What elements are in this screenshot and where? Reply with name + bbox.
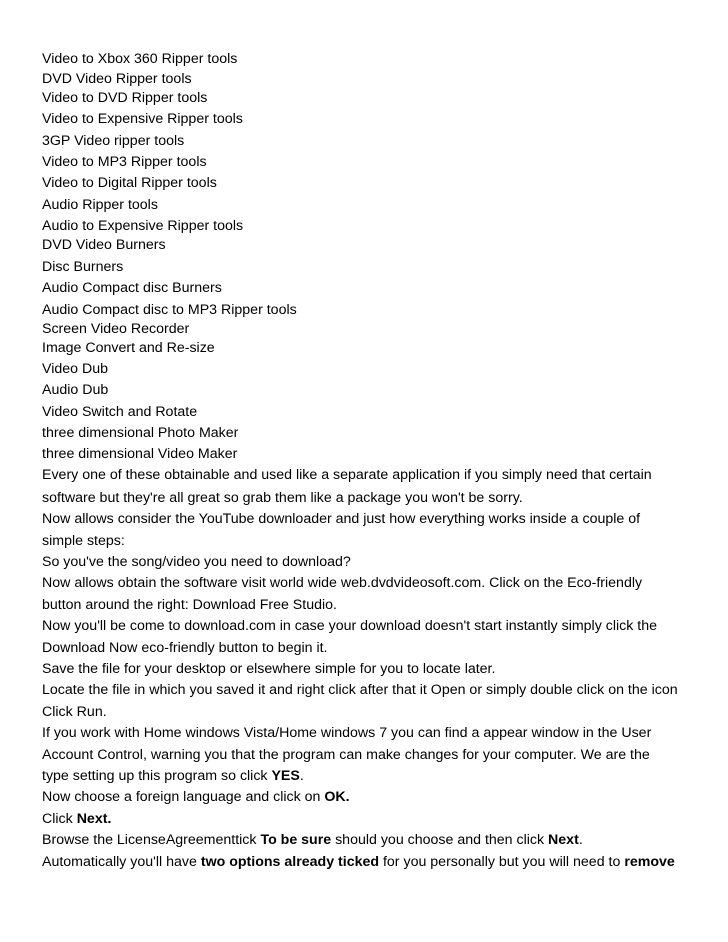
text-line: Audio to Expensive Ripper tools xyxy=(42,218,244,234)
text-line: Video Switch and Rotate xyxy=(42,404,198,420)
text-line: Account Control, warning you that the program can make changes for your computer. We are the xyxy=(42,747,650,763)
text-line: Audio Compact disc Burners xyxy=(42,280,222,296)
line-text: . xyxy=(299,768,304,784)
text-line: software but they're all great so grab them like a package you won't be sorry. xyxy=(42,490,523,506)
bold-text: OK. xyxy=(324,789,350,805)
text-line-yes xyxy=(42,768,722,785)
text-line: Download Now eco-friendly button to begin it. xyxy=(42,640,328,656)
text-line: Audio Dub xyxy=(42,382,109,398)
text-line: Video to Expensive Ripper tools xyxy=(42,111,243,127)
text-line: Video to MP3 Ripper tools xyxy=(42,154,207,170)
text-line: Click Run. xyxy=(42,704,107,720)
text-line: Now allows obtain the software visit world wide web.dvdvideosoft.com. Click on the Eco-friendly xyxy=(42,575,643,591)
text-line: Video to Xbox 360 Ripper tools xyxy=(42,51,238,67)
line-text: . xyxy=(578,832,583,848)
text-line: Screen Video Recorder xyxy=(42,321,190,337)
line-text: type setting up this program so click xyxy=(42,768,272,784)
line-text: Automatically you'll have xyxy=(42,854,201,870)
text-line-options xyxy=(42,854,722,871)
text-line: If you work with Home windows Vista/Home windows 7 you can find a appear window in the User xyxy=(42,725,652,741)
text-line: simple steps: xyxy=(42,533,125,549)
text-line: Image Convert and Re-size xyxy=(42,340,215,356)
text-line: three dimensional Photo Maker xyxy=(42,425,239,441)
line-text: Browse the LicenseAgreementtick xyxy=(42,832,261,848)
bold-text: Next. xyxy=(76,811,112,827)
text-line-ok xyxy=(42,789,722,806)
text-line: Audio Ripper tools xyxy=(42,197,158,213)
text-line: Video to DVD Ripper tools xyxy=(42,90,208,106)
text-line: So you've the song/video you need to download? xyxy=(42,554,351,570)
text-line: Video Dub xyxy=(42,361,108,377)
text-line: Locate the file in which you saved it and right click after that it Open or simply double click on the icon xyxy=(42,682,678,698)
text-line: Video to Digital Ripper tools xyxy=(42,175,217,191)
text-line-next xyxy=(42,811,722,828)
bold-text: two options already ticked xyxy=(200,854,380,870)
text-line: Now you'll be come to download.com in case your download doesn't start instantly simply click the xyxy=(42,618,657,634)
text-line: DVD Video Burners xyxy=(42,237,166,253)
line-text: should you choose and then click xyxy=(331,832,549,848)
bold-text: YES xyxy=(271,768,300,784)
text-line: button around the right: Download Free Studio. xyxy=(42,597,337,613)
text-line: Audio Compact disc to MP3 Ripper tools xyxy=(42,302,297,318)
text-line: Disc Burners xyxy=(42,259,124,275)
text-line-license xyxy=(42,832,722,849)
bold-text: Next xyxy=(548,832,579,848)
text-line: Save the file for your desktop or elsewhere simple for you to locate later. xyxy=(42,661,496,677)
bold-text: remove xyxy=(624,854,675,870)
text-line: DVD Video Ripper tools xyxy=(42,71,192,87)
text-line: Now allows consider the YouTube downloader and just how everything works inside a couple of xyxy=(42,511,641,527)
text-line: Every one of these obtainable and used like a separate application if you simply need that certain xyxy=(42,467,652,483)
text-line: 3GP Video ripper tools xyxy=(42,133,185,149)
line-text: Now choose a foreign language and click on xyxy=(42,789,325,805)
line-text: Click xyxy=(42,811,77,827)
text-line: three dimensional Video Maker xyxy=(42,446,238,462)
line-text: for you personally but you will need to xyxy=(379,854,625,870)
bold-text: To be sure xyxy=(260,832,332,848)
